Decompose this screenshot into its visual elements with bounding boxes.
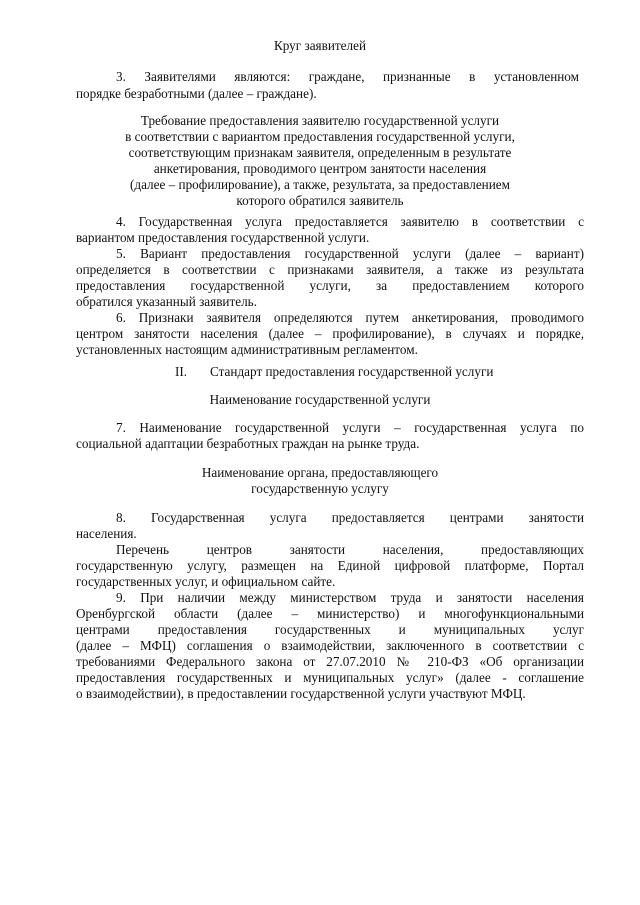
paragraph-9-line-3: центрами предоставления государственных и муниципальных услуг bbox=[76, 622, 584, 637]
heading-requirement-line-1: Требование предоставления заявителю государственной услуги bbox=[140, 113, 500, 128]
section-number: II. bbox=[175, 364, 188, 379]
paragraph-3-line-2: порядке безработными (далее – граждане). bbox=[76, 86, 317, 101]
heading-requirement-line-4: анкетирования, проводимого центром занятости населения bbox=[153, 161, 487, 176]
paragraph-6-line-3: установленных настоящим административным регламентом. bbox=[76, 342, 418, 357]
heading-requirement-line-5: (далее – профилирование), а также, результата, за предоставлением bbox=[129, 177, 510, 192]
paragraph-9-line-1: 9. При наличии между министерством труда и занятости населения bbox=[116, 590, 584, 605]
paragraph-5-line-4: обратился указанный заявитель. bbox=[76, 294, 257, 309]
paragraph-4-line-2: вариантом предоставления государственной услуги. bbox=[76, 230, 370, 245]
heading-applicants: Круг заявителей bbox=[273, 38, 367, 53]
paragraph-8-line-3: Перечень центров занятости населения, предоставляющих bbox=[116, 542, 584, 557]
paragraph-8-line-5: государственных услуг, и официальном сайте. bbox=[76, 574, 336, 589]
paragraph-8-line-4: государственную услугу, размещен на Единой цифровой платформе, Портал bbox=[76, 558, 584, 573]
paragraph-9-line-5: требованиями Федерального закона от 27.07.2010 № 210-ФЗ «Об организации bbox=[76, 654, 584, 669]
paragraph-6-line-2: центром занятости населения (далее – профилирование), в случаях и порядке, bbox=[76, 326, 584, 341]
paragraph-5-line-1: 5. Вариант предоставления государственной услуги (далее – вариант) bbox=[116, 246, 584, 261]
paragraph-6-line-1: 6. Признаки заявителя определяются путем анкетирования, проводимого bbox=[116, 310, 584, 325]
heading-organ-line-2: государственную услугу bbox=[251, 481, 389, 496]
heading-requirement-line-3: соответствующим признакам заявителя, определенным в результате bbox=[128, 145, 512, 160]
section-title: Стандарт предоставления государственной услуги bbox=[210, 364, 494, 379]
paragraph-9-line-4: (далее – МФЦ) соглашения о взаимодействии, заключенного в соответствии с bbox=[76, 638, 584, 653]
paragraph-8-line-2: населения. bbox=[76, 526, 137, 541]
paragraph-7-line-2: социальной адаптации безработных граждан на рынке труда. bbox=[76, 436, 420, 451]
paragraph-9-line-2: Оренбургской области (далее – министерство) и многофункциональными bbox=[76, 606, 584, 621]
heading-organ-line-1: Наименование органа, предоставляющего bbox=[201, 465, 439, 480]
paragraph-8-line-1: 8. Государственная услуга предоставляется центрами занятости bbox=[116, 510, 584, 525]
heading-requirement-line-6: которого обратился заявитель bbox=[236, 193, 404, 208]
paragraph-4-line-1: 4. Государственная услуга предоставляется заявителю в соответствии с bbox=[116, 214, 584, 229]
heading-requirement-line-2: в соответствии с вариантом предоставления государственной услуги, bbox=[125, 129, 515, 144]
paragraph-9-line-6: предоставления государственных и муниципальных услуг» (далее - соглашение bbox=[76, 670, 584, 685]
paragraph-5-line-2: определяется в соответствии с признаками заявителя, а также из результата bbox=[76, 262, 584, 277]
paragraph-3-line-1: 3. Заявителями являются: граждане, признанные в установленном bbox=[116, 69, 579, 84]
paragraph-7-line-1: 7. Наименование государственной услуги – государственная услуга по bbox=[116, 420, 584, 435]
paragraph-9-line-7: о взаимодействии), в предоставлении государственной услуги участвуют МФЦ. bbox=[76, 686, 526, 701]
paragraph-5-line-3: предоставления государственной услуги, за предоставлением которого bbox=[76, 278, 584, 293]
heading-service-name: Наименование государственной услуги bbox=[209, 392, 431, 407]
